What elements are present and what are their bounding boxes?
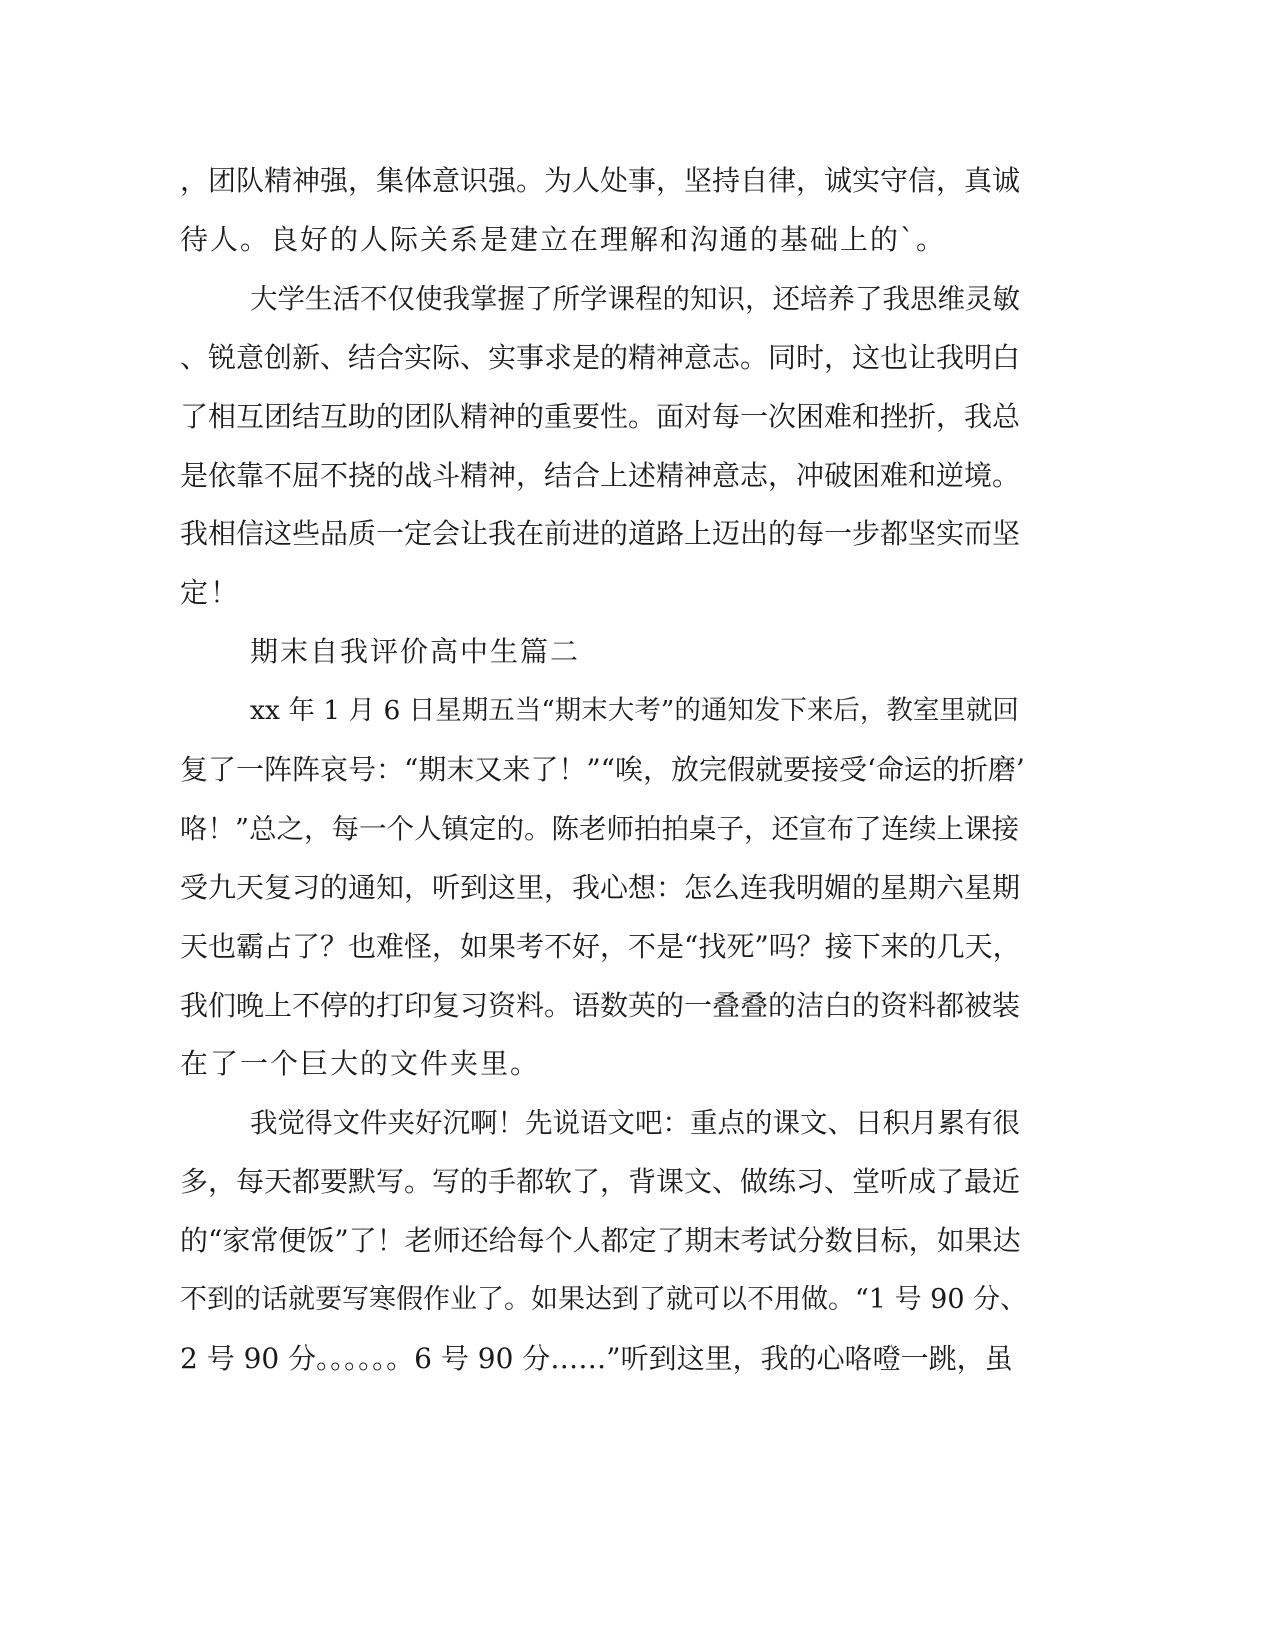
text-line: 了相互团结互助的团队精神的重要性。面对每一次困难和挫折，我总 xyxy=(180,400,1021,433)
text-line: 多，每天都要默写。写的手都软了，背课文、做练习、堂听成了最近 xyxy=(180,1165,1021,1198)
text-line: 天也霸占了？也难怪，如果考不好，不是“找死”吗？接下来的几天， xyxy=(180,930,1021,963)
text-line: 我相信这些品质一定会让我在前进的道路上迈出的每一步都坚实而坚 xyxy=(180,517,1021,550)
text-line: 受九天复习的通知，听到这里，我心想：怎么连我明媚的星期六星期 xyxy=(180,871,1021,904)
text-line: 定！ xyxy=(180,576,241,609)
text-line: 不到的话就要写寒假作业了。如果达到了就可以不用做。“1 号 90 分、 xyxy=(180,1284,1028,1315)
text-line: 大学生活不仅使我掌握了所学课程的知识，还培养了我思维灵敏 xyxy=(250,283,1020,315)
text-line: 的“家常便饭”了！老师还给每个人都定了期末考试分数目标，如果达 xyxy=(180,1224,1021,1257)
text-line: 我们晚上不停的打印复习资料。语数英的一叠叠的洁白的资料都被装 xyxy=(180,989,1021,1022)
text-line: 我觉得文件夹好沉啊！先说语文吧：重点的课文、日积月累有很 xyxy=(250,1107,1020,1139)
text-line: 复了一阵阵哀号：“期末又来了！”“唉，放完假就要接受‘命运的折磨’ xyxy=(180,753,1025,786)
text-line: 待人。良好的人际关系是建立在理解和沟通的基础上的`。 xyxy=(180,223,947,256)
text-line: xx 年 1 月 6 日星期五当“期末大考”的通知发下来后，教室里就回 xyxy=(250,695,1019,726)
text-line: 、锐意创新、结合实际、实事求是的精神意志。同时，这也让我明白 xyxy=(180,341,1021,374)
text-line: ，团队精神强，集体意识强。为人处事，坚持自律，诚实守信，真诚 xyxy=(180,164,1021,197)
section-heading: 期末自我评价高中生篇二 xyxy=(250,635,581,668)
text-line: 2 号 90 分。。。。。。6 号 90 分……”听到这里，我的心咯噔一跳，虽 xyxy=(180,1342,1013,1375)
text-line: 是依靠不屈不挠的战斗精神，结合上述精神意志，冲破困难和逆境。 xyxy=(180,459,1021,492)
text-line: 在了一个巨大的文件夹里。 xyxy=(180,1047,541,1080)
text-line: 咯！”总之，每一个人镇定的。陈老师拍拍桌子，还宣布了连续上课接 xyxy=(180,813,1020,845)
